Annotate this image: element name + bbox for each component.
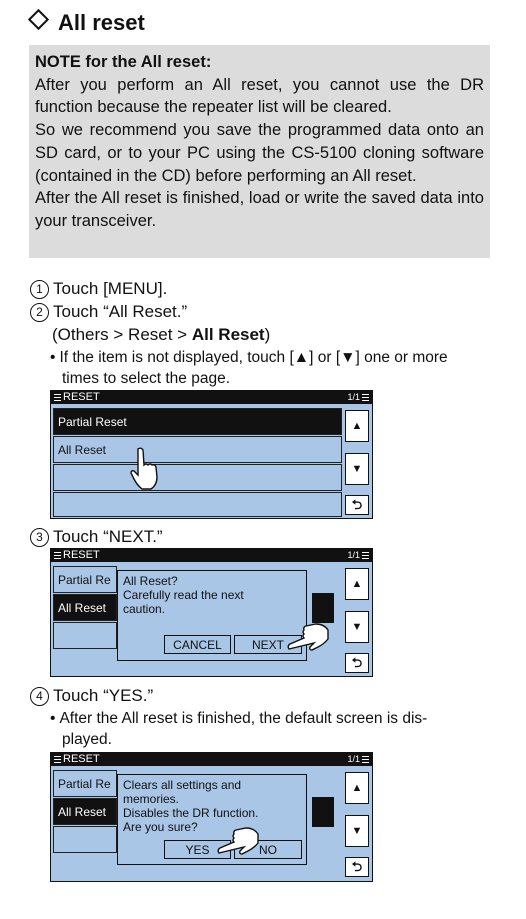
back-button[interactable]: ⮌	[345, 857, 369, 877]
step-2	[30, 302, 187, 323]
page-indicator	[347, 549, 369, 562]
menu-path	[52, 325, 270, 345]
note-paragraph-1: After you perform an All reset, you cannot use the DR function because the repeater list will be cleared.	[35, 75, 484, 117]
down-button[interactable]: ▼	[345, 815, 369, 847]
menu-item-empty[interactable]	[53, 492, 342, 517]
menu-path-prefix: (Others > Reset >	[52, 325, 192, 344]
step-text: Touch “YES.”	[53, 686, 154, 705]
hand-pointer-icon	[217, 819, 261, 859]
back-button[interactable]: ⮌	[345, 495, 369, 515]
dialog-text: Carefully read the next	[123, 588, 244, 602]
menu-item-empty[interactable]	[53, 826, 117, 853]
menu-path-bold: All Reset	[191, 325, 265, 344]
screen-confirm-yes	[50, 752, 373, 882]
step-1	[30, 279, 167, 300]
screen-title: RESET	[63, 549, 100, 561]
menu-icon	[54, 756, 61, 763]
yes-button[interactable]: YES	[164, 840, 231, 859]
screen-header	[51, 549, 372, 562]
section-title-text: All reset	[58, 10, 145, 35]
dialog-text: memories.	[123, 792, 180, 806]
step-4-bullet	[50, 708, 490, 750]
menu-icon	[362, 552, 369, 559]
confirm-dialog	[117, 774, 307, 865]
note-paragraph-3: After the All reset is finished, load or write the saved data into your transceiver.	[35, 189, 484, 230]
step-number: 4	[30, 687, 49, 706]
menu-item-all-reset[interactable]: All Reset	[53, 436, 342, 463]
hand-pointer-icon	[287, 615, 331, 655]
step-number: 3	[30, 528, 49, 547]
bullet-text-b: played.	[62, 731, 112, 748]
menu-item-empty[interactable]	[53, 464, 342, 491]
step-3	[30, 527, 163, 548]
menu-icon	[362, 756, 369, 763]
page-number: 1/1	[347, 550, 360, 560]
bullet-text-b: times to select the page.	[62, 370, 231, 387]
bullet-text-a: After the All reset is finished, the default screen is dis-	[59, 710, 428, 727]
step-text: Touch “NEXT.”	[53, 527, 163, 546]
confirm-dialog	[117, 570, 307, 661]
page-number: 1/1	[347, 392, 360, 402]
cancel-button[interactable]: CANCEL	[164, 635, 231, 654]
note-title: NOTE for the All reset:	[35, 53, 212, 71]
dialog-text: Disables the DR function.	[123, 806, 259, 820]
step-number: 1	[30, 280, 49, 299]
dialog-text: Are you sure?	[123, 820, 198, 834]
menu-icon	[362, 394, 369, 401]
screen-header	[51, 753, 372, 766]
screen-header	[51, 391, 372, 404]
note-box	[29, 45, 490, 258]
up-button[interactable]: ▲	[345, 410, 369, 442]
dialog-text: caution.	[123, 602, 166, 616]
note-paragraph-2: So we recommend you save the programmed data onto an SD card, or to your PC using the CS-5100 cloning software (contained in the CD) before performing an All reset.	[35, 121, 484, 185]
menu-item-all-reset[interactable]: All Reset	[53, 798, 117, 825]
bullet-dot: •	[50, 349, 56, 366]
back-button[interactable]: ⮌	[345, 653, 369, 673]
menu-item-partial-reset[interactable]: Partial Re	[53, 566, 117, 593]
menu-item-partial-reset[interactable]: Partial Reset	[53, 408, 342, 435]
step-text: Touch “All Reset.”	[53, 302, 188, 321]
menu-item-empty[interactable]	[53, 622, 117, 649]
menu-path-suffix: )	[264, 325, 271, 344]
diamond-icon	[28, 9, 49, 30]
down-button[interactable]: ▼	[345, 453, 369, 485]
dialog-text: All Reset?	[123, 574, 178, 588]
down-button[interactable]: ▼	[345, 611, 369, 643]
page-indicator	[347, 391, 369, 404]
hand-pointer-icon	[129, 447, 159, 493]
step-4	[30, 686, 153, 707]
no-button[interactable]: NO	[234, 840, 302, 859]
step-text: Touch [MENU].	[53, 279, 168, 298]
bullet-dot: •	[50, 710, 56, 727]
bullet-text-a: If the item is not displayed, touch [▲] or [▼] one or more	[59, 349, 448, 366]
dialog-text: Clears all settings and	[123, 778, 242, 792]
menu-item-all-reset[interactable]: All Reset	[53, 594, 117, 621]
step-number: 2	[30, 303, 49, 322]
screen-confirm-next	[50, 548, 373, 677]
up-button[interactable]: ▲	[345, 772, 369, 804]
screen-title: RESET	[63, 391, 100, 403]
section-title	[31, 10, 145, 36]
page-indicator	[347, 753, 369, 766]
screen-title: RESET	[63, 753, 100, 765]
menu-icon	[54, 552, 61, 559]
up-button[interactable]: ▲	[345, 568, 369, 600]
menu-icon	[54, 394, 61, 401]
menu-item-partial-reset[interactable]: Partial Re	[53, 770, 117, 797]
page-number: 1/1	[347, 754, 360, 764]
screen-menu	[50, 390, 373, 519]
next-button[interactable]: NEXT	[234, 635, 302, 654]
selection-highlight	[312, 797, 334, 827]
step-2-bullet	[50, 347, 490, 389]
